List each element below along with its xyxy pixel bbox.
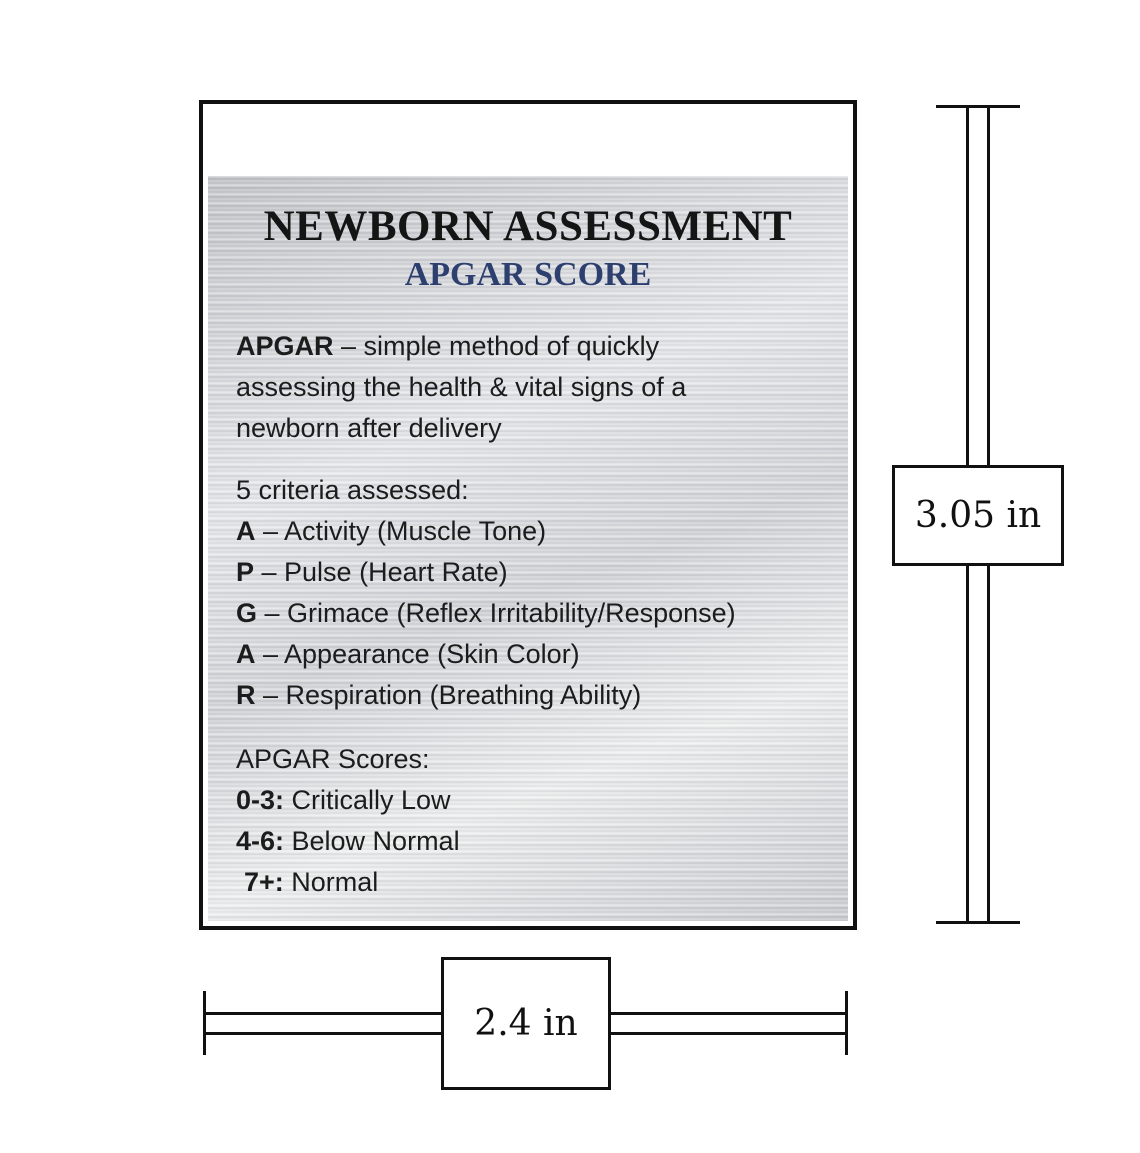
- height-top-tick: [936, 105, 1020, 108]
- sign-subtitle: APGAR SCORE: [404, 256, 652, 293]
- criteria-letter: P: [236, 557, 255, 587]
- intro-line-3: newborn after delivery: [236, 413, 502, 443]
- width-right-tick: [845, 991, 848, 1055]
- criteria-text: – Pulse (Heart Rate): [254, 557, 508, 587]
- score-item: [236, 862, 836, 903]
- criteria-text: – Grimace (Reflex Irritability/Response): [257, 598, 736, 628]
- criteria-text: – Appearance (Skin Color): [255, 639, 580, 669]
- intro-line-1: – simple method of quickly: [333, 331, 660, 361]
- criteria-letter: R: [236, 680, 256, 710]
- criteria-item: [236, 634, 836, 675]
- criteria-heading: 5 criteria assessed:: [236, 475, 469, 505]
- intro-term: APGAR: [236, 331, 334, 361]
- criteria-letter: G: [236, 598, 258, 628]
- criteria-letter: A: [236, 516, 256, 546]
- criteria-text: – Respiration (Breathing Ability): [255, 680, 642, 710]
- criteria-item: [236, 511, 836, 552]
- score-text: Below Normal: [284, 826, 460, 856]
- score-item: [236, 821, 836, 862]
- score-text: Critically Low: [284, 785, 451, 815]
- criteria-item: [236, 675, 836, 716]
- score-item: [236, 780, 836, 821]
- score-range: 7+:: [244, 867, 284, 897]
- score-range: 4-6:: [236, 826, 285, 856]
- scores-list: [236, 739, 836, 903]
- intro-line-2: assessing the health & vital signs of a: [236, 372, 687, 402]
- height-bottom-tick: [936, 921, 1020, 924]
- intro-paragraph: [236, 326, 836, 449]
- scores-heading: APGAR Scores:: [236, 744, 430, 774]
- score-text: Normal: [283, 867, 379, 897]
- criteria-list: [236, 470, 836, 716]
- criteria-item: [236, 593, 836, 634]
- height-label: 3.05 in: [892, 465, 1064, 566]
- sign-card: [199, 100, 857, 930]
- brushed-metal-plate: [208, 176, 848, 921]
- score-range: 0-3:: [236, 785, 285, 815]
- width-label: 2.4 in: [441, 957, 611, 1090]
- criteria-text: – Activity (Muscle Tone): [255, 516, 547, 546]
- sign-title: NEWBORN ASSESSMENT: [263, 203, 793, 250]
- width-left-tick: [203, 991, 206, 1055]
- criteria-letter: A: [236, 639, 256, 669]
- criteria-item: [236, 552, 836, 593]
